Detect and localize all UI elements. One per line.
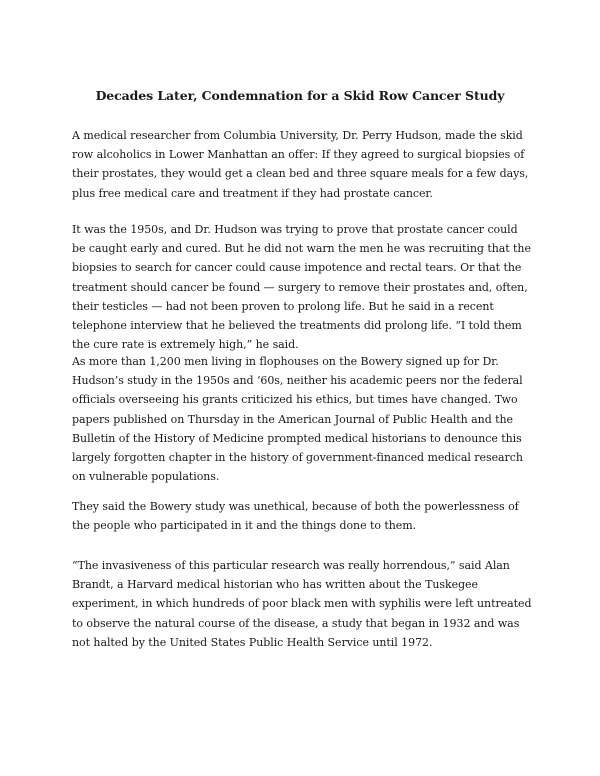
paragraph-1: A medical researcher from Columbia University, Dr. Perry Hudson, made the skid row alcoholics in Lower Manhattan an offer: If they agreed to surgical biopsies of their prostates, they would get a clean bed and three square meals for a few days, plus free medical care and treatment if they had prostate cancer.: [72, 129, 529, 200]
document-title: Decades Later, Condemnation for a Skid Row Cancer Study: [95, 88, 505, 103]
paragraph-5: “The invasiveness of this particular research was really horrendous,” said Alan Brandt, a Harvard medical historian who has written about the Tuskegee experiment, in which hundreds of poor black men with syphilis were left untreated to observe the natural course of the disease, a study that began in 1932 and was not halted by the United States Public Health Service until 1972.: [72, 559, 532, 649]
paragraph-3: As more than 1,200 men living in flophouses on the Bowery signed up for Dr. Hudson’s study in the 1950s and ‘60s, neither his academic peers nor the federal officials overseeing his grants criticized his ethics, but times have changed. Two papers published on Thursday in the American Journal of Public Health and the Bulletin of the History of Medicine prompted medical historians to denounce this largely forgotten chapter in the history of government-financed medical research on vulnerable populations.: [72, 355, 523, 484]
paragraph-2: It was the 1950s, and Dr. Hudson was trying to prove that prostate cancer could be caught early and cured. But he did not warn the men he was recruiting that the biopsies to search for cancer could cause impotence and rectal tears. Or that the treatment should cancer be found — surgery to remove their prostates and, often, their testicles — had not been proven to prolong life. But he said in a recent telephone interview that he believed the treatments did prolong life. “I told them the cure rate is extremely high,” he said.: [72, 223, 531, 352]
paragraph-4: They said the Bowery study was unethical, because of both the powerlessness of the people who participated in it and the things done to them.: [72, 500, 519, 533]
